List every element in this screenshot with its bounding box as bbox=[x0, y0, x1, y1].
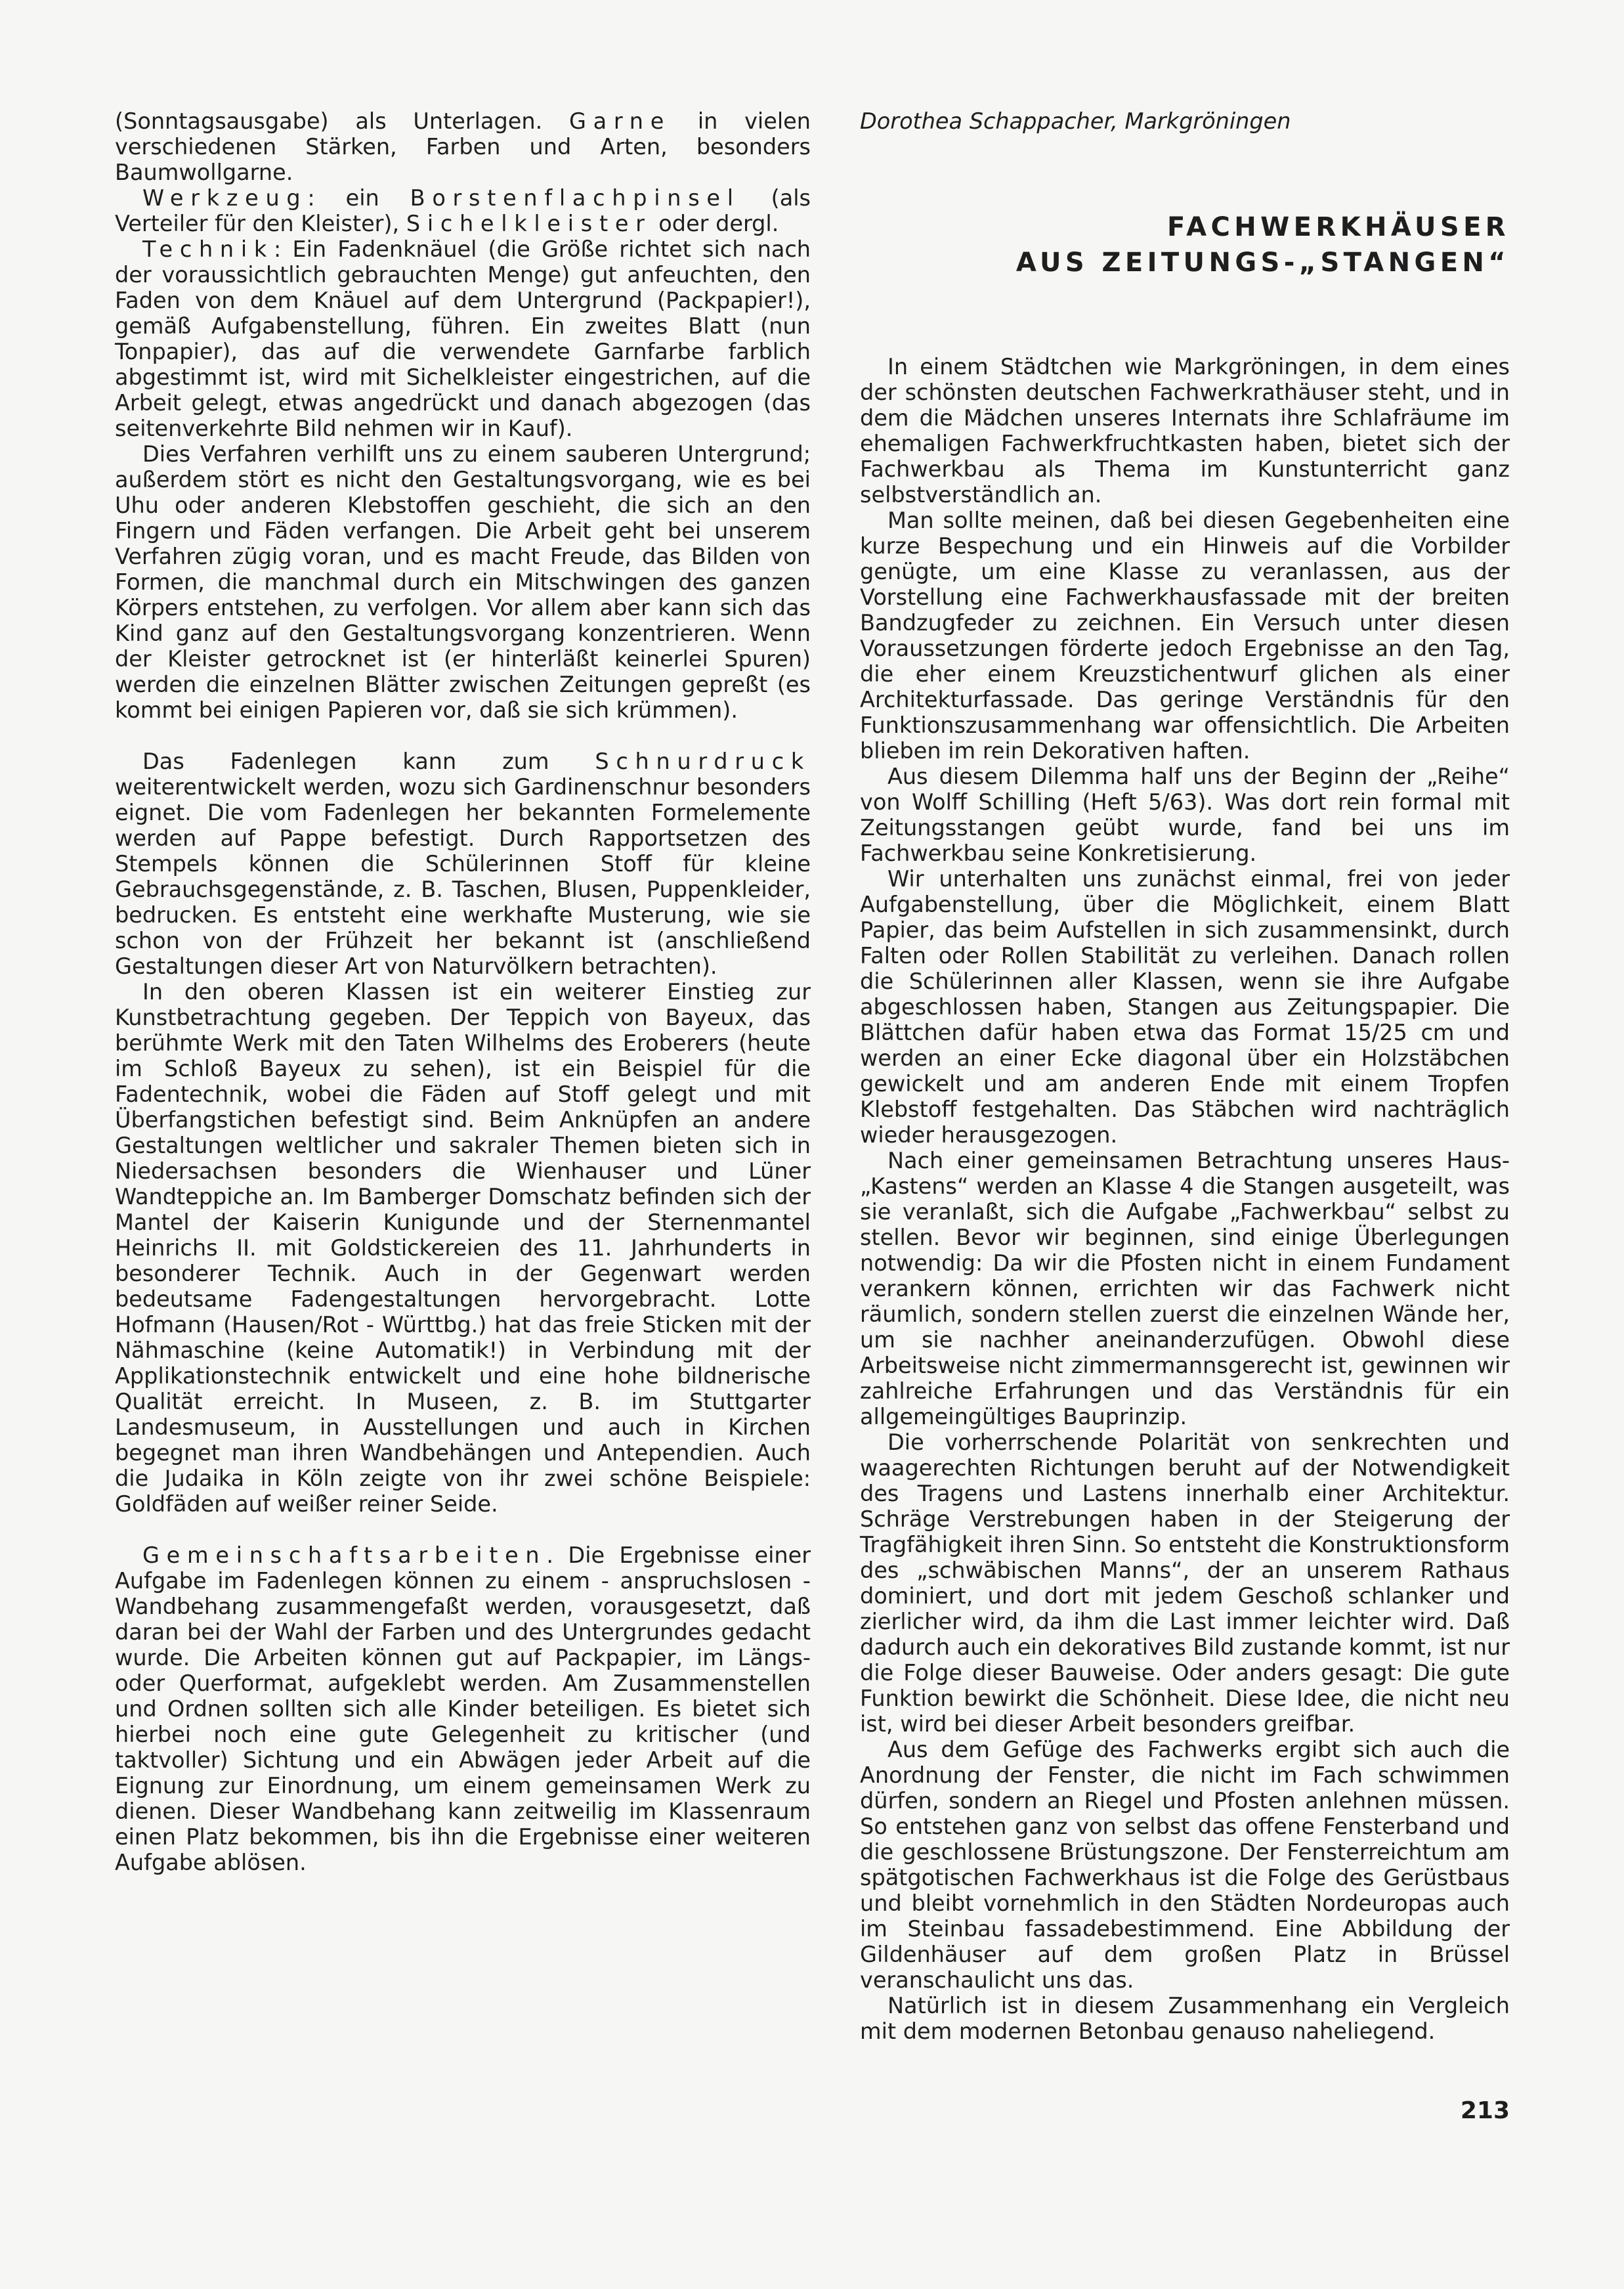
paragraph: Wir unterhalten uns zunächst einmal, frei von jeder Aufgabenstellung, über die Möglichkeit, einem Blatt Papier, das beim Aufstellen in sich zusammensinkt, durch Falten oder Rollen Stabilität zu verleihen. Danach rollen die Schülerinnen aller Klassen, wenn sie ihre Aufgabe abgeschlossen haben, Stangen aus Zeitungspapier. Die Blättchen dafür haben etwa das Format 15/25 cm und werden an einer Ecke diagonal über ein Holzstäbchen gewickelt und am anderen Ende mit einem Tropfen Klebstoff festgehalten. Das Stäbchen wird nachträglich wieder herausgezogen. bbox=[860, 866, 1510, 1148]
paragraph: Aus dem Gefüge des Fachwerks ergibt sich auch die Anordnung der Fenster, die nicht im Fach schwimmen dürfen, sondern an Riegel und Pfosten anlehnen müssen. So entstehen ganz von selbst das offene Fensterband und die geschlossene Brüstungszone. Der Fensterreichtum am spätgotischen Fachwerkhaus ist die Folge des Gerüstbaus und bleibt vornehmlich in den Städten Nordeuropas auch im Steinbau fassadebestimmend. Eine Abbildung der Gildenhäuser auf dem großen Platz in Brüssel veranschaulicht uns das. bbox=[860, 1737, 1510, 1993]
text-run: Das Fadenlegen kann zum bbox=[142, 749, 595, 774]
text-run: : Ein Fadenknäuel (die Größe richtet sich nach der voraussichtlich gebrauchten Menge) gut anfeuchten, den Faden von dem Knäuel auf dem Untergrund (Packpapier!), gemäß Aufgabenstellung, führen. Ein zweites Blatt (nun Tonpapier), das auf die verwendete Garnfarbe farblich abgestimmt ist, wird mit Sichelkleister eingestrichen, auf die Arbeit gelegt, etwas angedrückt und danach abgezogen (das seitenverkehrte Bild nehmen wir in Kauf). bbox=[115, 236, 811, 441]
text-run: : ein bbox=[307, 185, 410, 211]
author-byline: Dorothea Schappacher, Markgröningen bbox=[860, 108, 1291, 134]
paragraph: Die vorherrschende Polarität von senkrechten und waagerechten Richtungen beruht auf der Notwendigkeit des Tragens und Lastens innerhalb einer Architektur. Schräge Verstrebungen haben in der Steigerung der Tragfähigkeit ihren Sinn. So entsteht die Konstruktionsform des „schwäbischen Manns“, der an unserem Rathaus dominiert, und dort mit jedem Geschoß schlanker und zierlicher wird, da ihm die Last immer leichter wird. Daß dadurch auch ein dekoratives Bild zustande kommt, ist nur die Folge dieser Bauweise. Oder anders gesagt: Die gute Funktion bewirkt die Schönheit. Diese Idee, die nicht neu ist, wird bei dieser Arbeit besonders greifbar. bbox=[860, 1429, 1510, 1737]
paragraph: In einem Städtchen wie Markgröningen, in dem eines der schönsten deutschen Fachwerkrathäuser steht, und in dem die Mädchen unseres Internats ihre Schlafräume im ehemaligen Fachwerkfruchtkasten haben, bietet sich der Fachwerkbau als Thema im Kunstunterricht ganz selbstverständlich an. bbox=[860, 354, 1510, 508]
paragraph: Natürlich ist in diesem Zusammenhang ein Vergleich mit dem modernen Betonbau genauso naheliegend. bbox=[860, 1993, 1510, 2044]
page-number: 213 bbox=[1460, 2097, 1510, 2124]
spaced-term: Technik bbox=[142, 236, 274, 262]
text-run: (als Verteiler für den Kleister), bbox=[115, 185, 811, 236]
title-line: FACHWERKHÄUSER bbox=[1167, 212, 1510, 242]
left-column bbox=[115, 108, 811, 1875]
paragraph bbox=[115, 185, 811, 236]
spaced-term: Schnurdruck bbox=[595, 749, 811, 774]
paragraph: Aus diesem Dilemma half uns der Beginn der „Reihe“ von Wolff Schilling (Heft 5/63). Was dort rein formal mit Zeitungsstangen geübt wurde, fand bei uns im Fachwerkbau seine Konkretisierung. bbox=[860, 764, 1510, 866]
paragraph bbox=[115, 108, 811, 185]
paragraph bbox=[115, 749, 811, 979]
spaced-term: Gemeinschaftsarbeiten bbox=[142, 1542, 547, 1568]
spaced-term: Garne bbox=[568, 108, 672, 134]
text-run: (Sonntagsausgabe) als Unterlagen. bbox=[115, 108, 569, 134]
paragraph: Nach einer gemeinsamen Betrachtung unseres Haus-„Kastens“ werden an Klasse 4 die Stangen ausgeteilt, was sie veranlaßt, sich die Aufgabe „Fachwerkbau“ selbst zu stellen. Bevor wir beginnen, sind einige Überlegungen notwendig: Da wir die Pfosten nicht in einem Fundament verankern können, errichten wir das Fachwerk nicht räumlich, sondern stellen zuerst die einzelnen Wände her, um sie nachher aneinanderzufügen. Obwohl diese Arbeitsweise nicht zimmermannsgerecht ist, gewinnen wir zahlreiche Erfahrungen und das Verständnis für ein allgemeingültiges Bauprinzip. bbox=[860, 1148, 1510, 1429]
paragraph: In den oberen Klassen ist ein weiterer Einstieg zur Kunstbetrachtung gegeben. Der Teppich von Bayeux, das berühmte Werk mit den Taten Wilhelms des Eroberers (heute im Schloß Bayeux zu sehen), ist ein Beispiel für die Fadentechnik, wobei die Fäden auf Stoff gelegt und mit Überfangstichen befestigt sind. Beim Anknüpfen an andere Gestaltungen weltlicher und sakraler Themen bieten sich in Niedersachsen besonders die Wienhauser und Lüner Wandteppiche an. Im Bamberger Domschatz befinden sich der Mantel der Kaiserin Kunigunde und der Sternenmantel Heinrichs II. mit Goldstickereien des 11. Jahrhunderts in besonderer Technik. Auch in der Gegenwart werden bedeutsame Fadengestaltungen hervorgebracht. Lotte Hofmann (Hausen/Rot - Württbg.) hat das freie Sticken mit der Nähmaschine (keine Automatik!) in Verbindung mit der Applikationstechnik entwickelt und eine hohe bildnerische Qualität erreicht. In Museen, z. B. im Stuttgarter Landesmuseum, in Ausstellungen und auch in Kirchen begegnet man ihren Wandbehängen und Antependien. Auch die Judaika in Köln zeigte von ihr zwei schöne Beispiele: Goldfäden auf weißer reiner Seide. bbox=[115, 979, 811, 1517]
spaced-term: Werkzeug bbox=[142, 185, 308, 211]
spaced-term: Sichelkleister bbox=[406, 211, 652, 236]
text-run: . Die Ergebnisse einer Aufgabe im Fadenlegen können zu einem - anspruchslosen - Wandbehang zusammengefaßt werden, vorausgesetzt, daß daran bei der Wahl der Farben und des Untergrundes gedacht wurde. Die Arbeiten können gut auf Packpapier, im Längs- oder Querformat, aufgeklebt werden. Am Zusammenstellen und Ordnen sollten sich alle Kinder beteiligen. Es bietet sich hierbei noch eine gute Gelegenheit zu kritischer (und taktvoller) Sichtung und ein Abwägen jeder Arbeit auf die Eignung zur Einordnung, um einem gemeinsamen Werk zu dienen. Dieser Wandbehang kann zeitweilig im Klassenraum einen Platz bekommen, bis ihn die Ergebnisse einer weiteren Aufgabe ablösen. bbox=[115, 1542, 811, 1875]
paragraph: Man sollte meinen, daß bei diesen Gegebenheiten eine kurze Bespechung und ein Hinweis auf die Vorbilder genügte, um eine Klasse zu veranlassen, aus der Vorstellung eine Fachwerkhausfassade mit der breiten Bandzugfeder zu zeichnen. Ein Versuch unter diesen Voraussetzungen förderte jedoch Ergebnisse an den Tag, die eher einem Kreuzstichentwurf glichen als einer Architekturfassade. Das geringe Verständnis für den Funktionszusammenhang war offensichtlich. Die Arbeiten blieben im rein Dekorativen haften. bbox=[860, 508, 1510, 764]
article-title bbox=[860, 209, 1510, 280]
paragraph: Dies Verfahren verhilft uns zu einem sauberen Untergrund; außerdem stört es nicht den Gestaltungsvorgang, wie es bei Uhu oder anderen Klebstoffen geschieht, die sich an den Fingern und Fäden verfangen. Die Arbeit geht bei unserem Verfahren zügig voran, und es macht Freude, das Bilden von Formen, die manchmal durch ein Mitschwingen des ganzen Körpers entstehen, zu verfolgen. Vor allem aber kann sich das Kind ganz auf den Gestaltungsvorgang konzentrieren. Wenn der Kleister getrocknet ist (er hinterläßt keinerlei Spuren) werden die einzelnen Blätter zwischen Zeitungen gepreßt (es kommt bei einigen Papieren vor, daß sie sich krümmen). bbox=[115, 441, 811, 723]
title-line: AUS ZEITUNGS-„STANGEN“ bbox=[1015, 248, 1510, 278]
spaced-term: Borstenflachpinsel bbox=[410, 185, 740, 211]
text-run: oder dergl. bbox=[651, 211, 779, 236]
text-run: in vielen verschiedenen Stärken, Farben und Arten, besonders Baumwollgarne. bbox=[115, 108, 811, 185]
text-run: weiterentwickelt werden, wozu sich Gardinenschnur besonders eignet. Die vom Fadenlegen her bekannten Formelemente werden auf Pappe befestigt. Durch Rapportsetzen des Stempels können die Schülerinnen Stoff für kleine Gebrauchsgegenstände, z. B. Taschen, Blusen, Puppenkleider, bedrucken. Es entsteht eine werkhafte Musterung, wie sie schon von der Frühzeit her bekannt ist (anschließend Gestaltungen dieser Art von Naturvölkern betrachten). bbox=[115, 774, 811, 979]
paragraph bbox=[115, 236, 811, 441]
paragraph bbox=[115, 1542, 811, 1875]
right-column bbox=[860, 108, 1510, 2044]
